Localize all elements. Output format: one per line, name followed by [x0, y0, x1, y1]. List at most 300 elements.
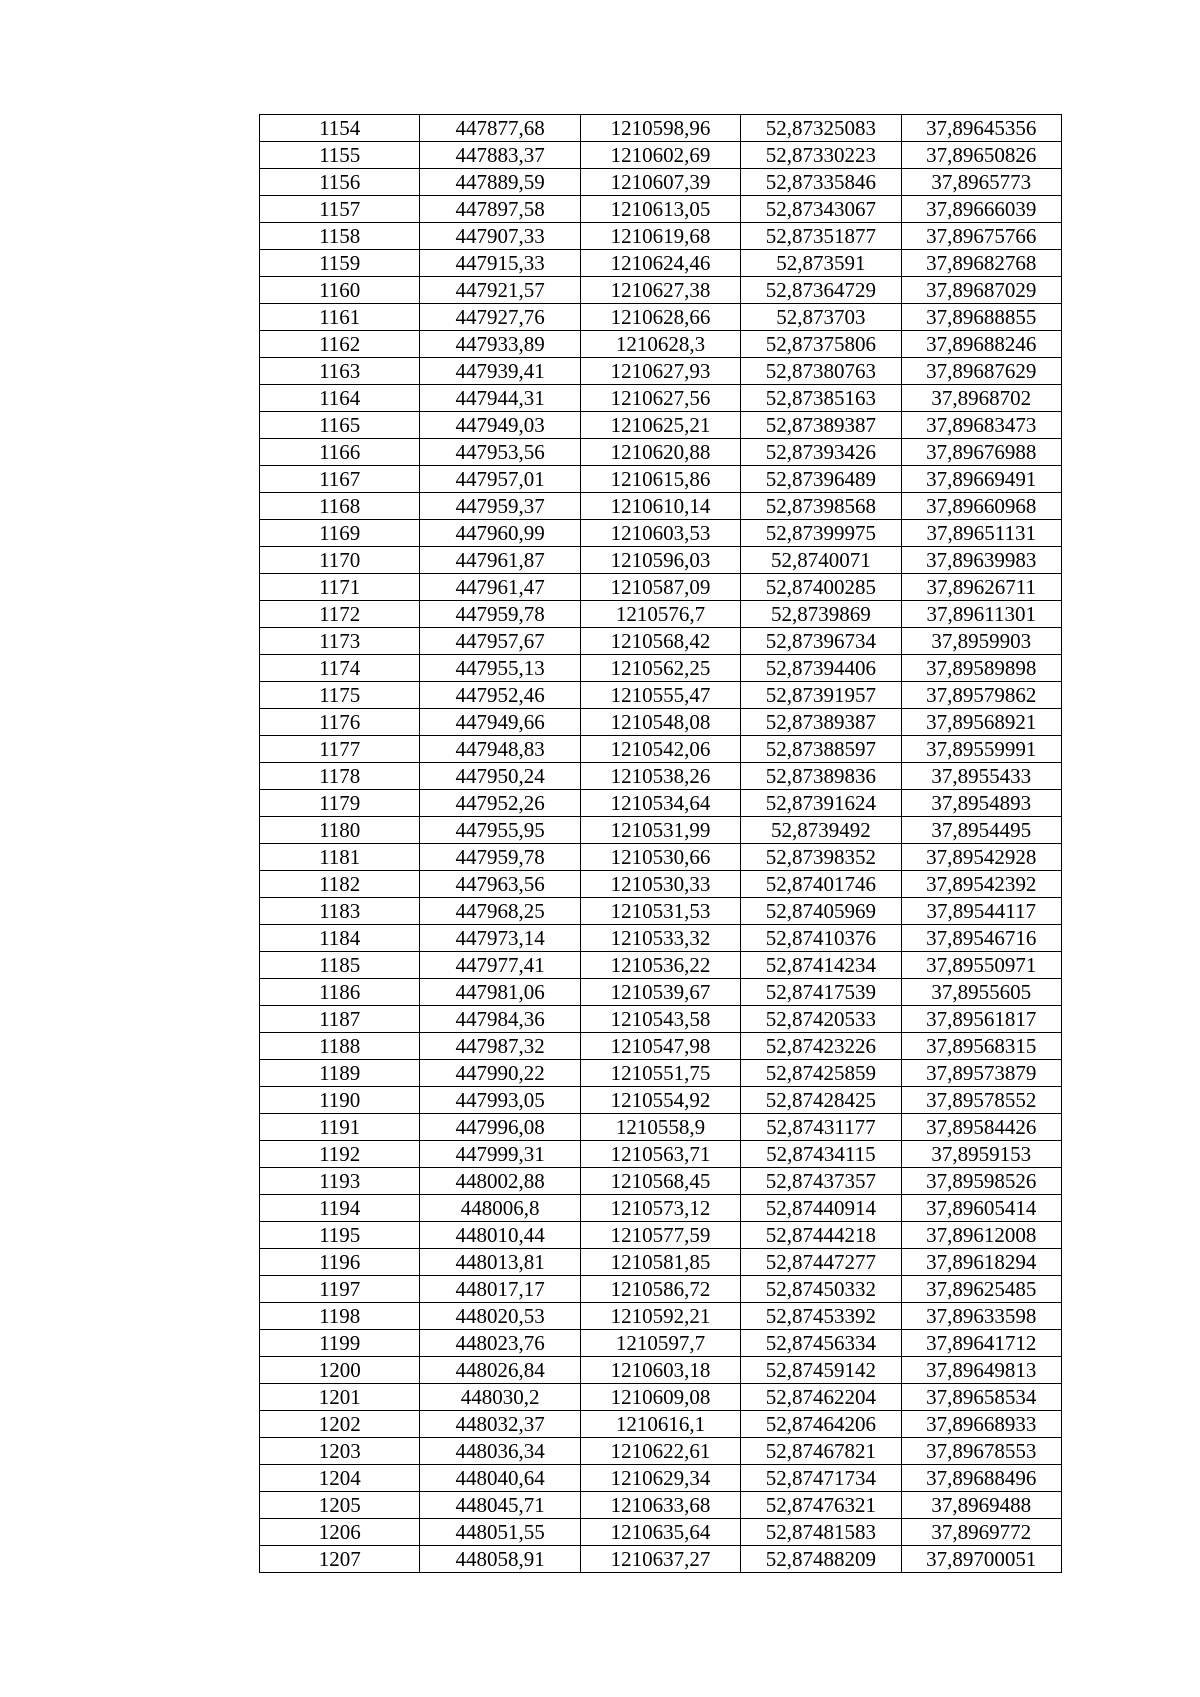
- table-row: [260, 1438, 1062, 1465]
- table-row: [260, 304, 1062, 331]
- table-row: [260, 952, 1062, 979]
- table-row: [260, 1330, 1062, 1357]
- y-coordinate-cell: 1210637,27: [580, 1546, 740, 1573]
- latitude-cell: 52,87476321: [741, 1492, 901, 1519]
- longitude-cell: 37,89645356: [901, 115, 1061, 142]
- point-number-cell: 1165: [260, 412, 420, 439]
- point-number-cell: 1202: [260, 1411, 420, 1438]
- y-coordinate-cell: 1210592,21: [580, 1303, 740, 1330]
- y-coordinate-cell: 1210538,26: [580, 763, 740, 790]
- point-number-cell: 1177: [260, 736, 420, 763]
- longitude-cell: 37,89626711: [901, 574, 1061, 601]
- latitude-cell: 52,87394406: [741, 655, 901, 682]
- point-number-cell: 1160: [260, 277, 420, 304]
- y-coordinate-cell: 1210613,05: [580, 196, 740, 223]
- point-number-cell: 1173: [260, 628, 420, 655]
- latitude-cell: 52,87388597: [741, 736, 901, 763]
- latitude-cell: 52,87420533: [741, 1006, 901, 1033]
- y-coordinate-cell: 1210551,75: [580, 1060, 740, 1087]
- table-row: [260, 817, 1062, 844]
- y-coordinate-cell: 1210542,06: [580, 736, 740, 763]
- y-coordinate-cell: 1210568,42: [580, 628, 740, 655]
- x-coordinate-cell: 447955,13: [420, 655, 580, 682]
- x-coordinate-cell: 447987,32: [420, 1033, 580, 1060]
- point-number-cell: 1158: [260, 223, 420, 250]
- point-number-cell: 1170: [260, 547, 420, 574]
- x-coordinate-cell: 447968,25: [420, 898, 580, 925]
- longitude-cell: 37,89687029: [901, 277, 1061, 304]
- x-coordinate-cell: 447955,95: [420, 817, 580, 844]
- latitude-cell: 52,87325083: [741, 115, 901, 142]
- x-coordinate-cell: 448051,55: [420, 1519, 580, 1546]
- y-coordinate-cell: 1210539,67: [580, 979, 740, 1006]
- x-coordinate-cell: 447949,66: [420, 709, 580, 736]
- point-number-cell: 1187: [260, 1006, 420, 1033]
- table-row: [260, 709, 1062, 736]
- x-coordinate-cell: 447907,33: [420, 223, 580, 250]
- latitude-cell: 52,87330223: [741, 142, 901, 169]
- latitude-cell: 52,87389387: [741, 709, 901, 736]
- y-coordinate-cell: 1210543,58: [580, 1006, 740, 1033]
- y-coordinate-cell: 1210627,38: [580, 277, 740, 304]
- x-coordinate-cell: 447961,87: [420, 547, 580, 574]
- table-row: [260, 277, 1062, 304]
- y-coordinate-cell: 1210555,47: [580, 682, 740, 709]
- point-number-cell: 1201: [260, 1384, 420, 1411]
- point-number-cell: 1194: [260, 1195, 420, 1222]
- longitude-cell: 37,89678553: [901, 1438, 1061, 1465]
- point-number-cell: 1172: [260, 601, 420, 628]
- y-coordinate-cell: 1210603,53: [580, 520, 740, 547]
- y-coordinate-cell: 1210610,14: [580, 493, 740, 520]
- latitude-cell: 52,873703: [741, 304, 901, 331]
- latitude-cell: 52,87410376: [741, 925, 901, 952]
- x-coordinate-cell: 447993,05: [420, 1087, 580, 1114]
- x-coordinate-cell: 448058,91: [420, 1546, 580, 1573]
- x-coordinate-cell: 448017,17: [420, 1276, 580, 1303]
- table-row: [260, 1411, 1062, 1438]
- point-number-cell: 1155: [260, 142, 420, 169]
- point-number-cell: 1171: [260, 574, 420, 601]
- latitude-cell: 52,87375806: [741, 331, 901, 358]
- longitude-cell: 37,89584426: [901, 1114, 1061, 1141]
- latitude-cell: 52,87450332: [741, 1276, 901, 1303]
- longitude-cell: 37,8965773: [901, 169, 1061, 196]
- x-coordinate-cell: 447973,14: [420, 925, 580, 952]
- latitude-cell: 52,87444218: [741, 1222, 901, 1249]
- y-coordinate-cell: 1210598,96: [580, 115, 740, 142]
- x-coordinate-cell: 447877,68: [420, 115, 580, 142]
- table-row: [260, 1195, 1062, 1222]
- table-row: [260, 655, 1062, 682]
- latitude-cell: 52,87398352: [741, 844, 901, 871]
- longitude-cell: 37,89598526: [901, 1168, 1061, 1195]
- point-number-cell: 1157: [260, 196, 420, 223]
- table-row: [260, 898, 1062, 925]
- point-number-cell: 1196: [260, 1249, 420, 1276]
- latitude-cell: 52,87481583: [741, 1519, 901, 1546]
- longitude-cell: 37,89579862: [901, 682, 1061, 709]
- y-coordinate-cell: 1210615,86: [580, 466, 740, 493]
- x-coordinate-cell: 448032,37: [420, 1411, 580, 1438]
- x-coordinate-cell: 447963,56: [420, 871, 580, 898]
- longitude-cell: 37,89675766: [901, 223, 1061, 250]
- y-coordinate-cell: 1210568,45: [580, 1168, 740, 1195]
- latitude-cell: 52,87437357: [741, 1168, 901, 1195]
- point-number-cell: 1168: [260, 493, 420, 520]
- point-number-cell: 1190: [260, 1087, 420, 1114]
- point-number-cell: 1207: [260, 1546, 420, 1573]
- x-coordinate-cell: 447990,22: [420, 1060, 580, 1087]
- longitude-cell: 37,8955433: [901, 763, 1061, 790]
- latitude-cell: 52,87385163: [741, 385, 901, 412]
- longitude-cell: 37,89666039: [901, 196, 1061, 223]
- y-coordinate-cell: 1210602,69: [580, 142, 740, 169]
- x-coordinate-cell: 447889,59: [420, 169, 580, 196]
- x-coordinate-cell: 448020,53: [420, 1303, 580, 1330]
- longitude-cell: 37,89611301: [901, 601, 1061, 628]
- y-coordinate-cell: 1210596,03: [580, 547, 740, 574]
- table-row: [260, 466, 1062, 493]
- longitude-cell: 37,89578552: [901, 1087, 1061, 1114]
- y-coordinate-cell: 1210622,61: [580, 1438, 740, 1465]
- point-number-cell: 1185: [260, 952, 420, 979]
- latitude-cell: 52,87389836: [741, 763, 901, 790]
- longitude-cell: 37,89688855: [901, 304, 1061, 331]
- table-row: [260, 547, 1062, 574]
- point-number-cell: 1159: [260, 250, 420, 277]
- longitude-cell: 37,89559991: [901, 736, 1061, 763]
- x-coordinate-cell: 447960,99: [420, 520, 580, 547]
- table-row: [260, 628, 1062, 655]
- y-coordinate-cell: 1210607,39: [580, 169, 740, 196]
- table-row: [260, 574, 1062, 601]
- table-row: [260, 871, 1062, 898]
- longitude-cell: 37,8968702: [901, 385, 1061, 412]
- y-coordinate-cell: 1210603,18: [580, 1357, 740, 1384]
- x-coordinate-cell: 447959,78: [420, 844, 580, 871]
- latitude-cell: 52,87456334: [741, 1330, 901, 1357]
- latitude-cell: 52,87434115: [741, 1141, 901, 1168]
- longitude-cell: 37,8969488: [901, 1492, 1061, 1519]
- longitude-cell: 37,89550971: [901, 952, 1061, 979]
- table-row: [260, 439, 1062, 466]
- table-row: [260, 1546, 1062, 1573]
- x-coordinate-cell: 448002,88: [420, 1168, 580, 1195]
- latitude-cell: 52,87467821: [741, 1438, 901, 1465]
- y-coordinate-cell: 1210562,25: [580, 655, 740, 682]
- table-row: [260, 169, 1062, 196]
- x-coordinate-cell: 447984,36: [420, 1006, 580, 1033]
- y-coordinate-cell: 1210620,88: [580, 439, 740, 466]
- table-row: [260, 1222, 1062, 1249]
- point-number-cell: 1191: [260, 1114, 420, 1141]
- longitude-cell: 37,8955605: [901, 979, 1061, 1006]
- latitude-cell: 52,87459142: [741, 1357, 901, 1384]
- x-coordinate-cell: 447883,37: [420, 142, 580, 169]
- table-row: [260, 682, 1062, 709]
- latitude-cell: 52,8740071: [741, 547, 901, 574]
- longitude-cell: 37,89542392: [901, 871, 1061, 898]
- point-number-cell: 1176: [260, 709, 420, 736]
- x-coordinate-cell: 448030,2: [420, 1384, 580, 1411]
- y-coordinate-cell: 1210536,22: [580, 952, 740, 979]
- latitude-cell: 52,87391624: [741, 790, 901, 817]
- latitude-cell: 52,87464206: [741, 1411, 901, 1438]
- latitude-cell: 52,87431177: [741, 1114, 901, 1141]
- x-coordinate-cell: 448026,84: [420, 1357, 580, 1384]
- table-row: [260, 1060, 1062, 1087]
- point-number-cell: 1192: [260, 1141, 420, 1168]
- y-coordinate-cell: 1210530,66: [580, 844, 740, 871]
- longitude-cell: 37,89618294: [901, 1249, 1061, 1276]
- point-number-cell: 1169: [260, 520, 420, 547]
- y-coordinate-cell: 1210609,08: [580, 1384, 740, 1411]
- latitude-cell: 52,87417539: [741, 979, 901, 1006]
- longitude-cell: 37,89546716: [901, 925, 1061, 952]
- latitude-cell: 52,87380763: [741, 358, 901, 385]
- point-number-cell: 1163: [260, 358, 420, 385]
- table-row: [260, 736, 1062, 763]
- point-number-cell: 1205: [260, 1492, 420, 1519]
- table-row: [260, 1384, 1062, 1411]
- longitude-cell: 37,89688246: [901, 331, 1061, 358]
- y-coordinate-cell: 1210554,92: [580, 1087, 740, 1114]
- longitude-cell: 37,89641712: [901, 1330, 1061, 1357]
- point-number-cell: 1195: [260, 1222, 420, 1249]
- point-number-cell: 1186: [260, 979, 420, 1006]
- y-coordinate-cell: 1210548,08: [580, 709, 740, 736]
- y-coordinate-cell: 1210581,85: [580, 1249, 740, 1276]
- latitude-cell: 52,87335846: [741, 169, 901, 196]
- latitude-cell: 52,87462204: [741, 1384, 901, 1411]
- longitude-cell: 37,89683473: [901, 412, 1061, 439]
- table-row: [260, 412, 1062, 439]
- y-coordinate-cell: 1210558,9: [580, 1114, 740, 1141]
- y-coordinate-cell: 1210635,64: [580, 1519, 740, 1546]
- x-coordinate-cell: 447959,78: [420, 601, 580, 628]
- x-coordinate-cell: 447981,06: [420, 979, 580, 1006]
- latitude-cell: 52,87396489: [741, 466, 901, 493]
- longitude-cell: 37,89660968: [901, 493, 1061, 520]
- latitude-cell: 52,87401746: [741, 871, 901, 898]
- table-row: [260, 196, 1062, 223]
- x-coordinate-cell: 447933,89: [420, 331, 580, 358]
- y-coordinate-cell: 1210576,7: [580, 601, 740, 628]
- y-coordinate-cell: 1210530,33: [580, 871, 740, 898]
- latitude-cell: 52,87343067: [741, 196, 901, 223]
- table-row: [260, 1303, 1062, 1330]
- table-row: [260, 1114, 1062, 1141]
- y-coordinate-cell: 1210625,21: [580, 412, 740, 439]
- x-coordinate-cell: 447952,26: [420, 790, 580, 817]
- x-coordinate-cell: 448010,44: [420, 1222, 580, 1249]
- latitude-cell: 52,87425859: [741, 1060, 901, 1087]
- latitude-cell: 52,87399975: [741, 520, 901, 547]
- longitude-cell: 37,89625485: [901, 1276, 1061, 1303]
- x-coordinate-cell: 447996,08: [420, 1114, 580, 1141]
- longitude-cell: 37,89676988: [901, 439, 1061, 466]
- point-number-cell: 1204: [260, 1465, 420, 1492]
- longitude-cell: 37,89544117: [901, 898, 1061, 925]
- longitude-cell: 37,8954495: [901, 817, 1061, 844]
- latitude-cell: 52,873591: [741, 250, 901, 277]
- y-coordinate-cell: 1210628,3: [580, 331, 740, 358]
- latitude-cell: 52,87398568: [741, 493, 901, 520]
- x-coordinate-cell: 447959,37: [420, 493, 580, 520]
- table-row: [260, 358, 1062, 385]
- latitude-cell: 52,87471734: [741, 1465, 901, 1492]
- x-coordinate-cell: 447957,01: [420, 466, 580, 493]
- table-row: [260, 1465, 1062, 1492]
- point-number-cell: 1161: [260, 304, 420, 331]
- point-number-cell: 1174: [260, 655, 420, 682]
- coordinates-table-body: [260, 115, 1062, 1573]
- point-number-cell: 1183: [260, 898, 420, 925]
- longitude-cell: 37,89542928: [901, 844, 1061, 871]
- point-number-cell: 1179: [260, 790, 420, 817]
- table-row: [260, 790, 1062, 817]
- longitude-cell: 37,89687629: [901, 358, 1061, 385]
- x-coordinate-cell: 448006,8: [420, 1195, 580, 1222]
- point-number-cell: 1178: [260, 763, 420, 790]
- point-number-cell: 1156: [260, 169, 420, 196]
- longitude-cell: 37,89568921: [901, 709, 1061, 736]
- x-coordinate-cell: 447957,67: [420, 628, 580, 655]
- point-number-cell: 1203: [260, 1438, 420, 1465]
- point-number-cell: 1198: [260, 1303, 420, 1330]
- y-coordinate-cell: 1210616,1: [580, 1411, 740, 1438]
- x-coordinate-cell: 447953,56: [420, 439, 580, 466]
- longitude-cell: 37,89688496: [901, 1465, 1061, 1492]
- point-number-cell: 1188: [260, 1033, 420, 1060]
- y-coordinate-cell: 1210627,56: [580, 385, 740, 412]
- table-row: [260, 223, 1062, 250]
- x-coordinate-cell: 448036,34: [420, 1438, 580, 1465]
- y-coordinate-cell: 1210628,66: [580, 304, 740, 331]
- y-coordinate-cell: 1210633,68: [580, 1492, 740, 1519]
- point-number-cell: 1200: [260, 1357, 420, 1384]
- y-coordinate-cell: 1210587,09: [580, 574, 740, 601]
- point-number-cell: 1166: [260, 439, 420, 466]
- x-coordinate-cell: 447950,24: [420, 763, 580, 790]
- y-coordinate-cell: 1210534,64: [580, 790, 740, 817]
- longitude-cell: 37,8959153: [901, 1141, 1061, 1168]
- longitude-cell: 37,89573879: [901, 1060, 1061, 1087]
- table-row: [260, 331, 1062, 358]
- latitude-cell: 52,87447277: [741, 1249, 901, 1276]
- latitude-cell: 52,8739492: [741, 817, 901, 844]
- table-row: [260, 493, 1062, 520]
- longitude-cell: 37,89669491: [901, 466, 1061, 493]
- x-coordinate-cell: 447948,83: [420, 736, 580, 763]
- y-coordinate-cell: 1210577,59: [580, 1222, 740, 1249]
- x-coordinate-cell: 447949,03: [420, 412, 580, 439]
- longitude-cell: 37,89682768: [901, 250, 1061, 277]
- table-row: [260, 1519, 1062, 1546]
- table-row: [260, 1141, 1062, 1168]
- latitude-cell: 52,87389387: [741, 412, 901, 439]
- longitude-cell: 37,89605414: [901, 1195, 1061, 1222]
- point-number-cell: 1193: [260, 1168, 420, 1195]
- point-number-cell: 1180: [260, 817, 420, 844]
- y-coordinate-cell: 1210531,53: [580, 898, 740, 925]
- latitude-cell: 52,87364729: [741, 277, 901, 304]
- longitude-cell: 37,89658534: [901, 1384, 1061, 1411]
- y-coordinate-cell: 1210597,7: [580, 1330, 740, 1357]
- point-number-cell: 1162: [260, 331, 420, 358]
- point-number-cell: 1206: [260, 1519, 420, 1546]
- latitude-cell: 52,87414234: [741, 952, 901, 979]
- y-coordinate-cell: 1210629,34: [580, 1465, 740, 1492]
- longitude-cell: 37,89639983: [901, 547, 1061, 574]
- table-row: [260, 979, 1062, 1006]
- longitude-cell: 37,89568315: [901, 1033, 1061, 1060]
- x-coordinate-cell: 447897,58: [420, 196, 580, 223]
- table-row: [260, 385, 1062, 412]
- y-coordinate-cell: 1210586,72: [580, 1276, 740, 1303]
- x-coordinate-cell: 448023,76: [420, 1330, 580, 1357]
- x-coordinate-cell: 447939,41: [420, 358, 580, 385]
- longitude-cell: 37,89700051: [901, 1546, 1061, 1573]
- table-row: [260, 844, 1062, 871]
- x-coordinate-cell: 448045,71: [420, 1492, 580, 1519]
- point-number-cell: 1167: [260, 466, 420, 493]
- longitude-cell: 37,89561817: [901, 1006, 1061, 1033]
- table-row: [260, 250, 1062, 277]
- table-row: [260, 1006, 1062, 1033]
- y-coordinate-cell: 1210624,46: [580, 250, 740, 277]
- longitude-cell: 37,89649813: [901, 1357, 1061, 1384]
- longitude-cell: 37,89650826: [901, 142, 1061, 169]
- x-coordinate-cell: 447921,57: [420, 277, 580, 304]
- longitude-cell: 37,8969772: [901, 1519, 1061, 1546]
- x-coordinate-cell: 447999,31: [420, 1141, 580, 1168]
- table-row: [260, 520, 1062, 547]
- x-coordinate-cell: 447944,31: [420, 385, 580, 412]
- table-row: [260, 1492, 1062, 1519]
- latitude-cell: 52,87393426: [741, 439, 901, 466]
- table-row: [260, 601, 1062, 628]
- latitude-cell: 52,87428425: [741, 1087, 901, 1114]
- table-row: [260, 1276, 1062, 1303]
- latitude-cell: 52,87400285: [741, 574, 901, 601]
- y-coordinate-cell: 1210547,98: [580, 1033, 740, 1060]
- longitude-cell: 37,8954893: [901, 790, 1061, 817]
- x-coordinate-cell: 448040,64: [420, 1465, 580, 1492]
- y-coordinate-cell: 1210533,32: [580, 925, 740, 952]
- x-coordinate-cell: 447927,76: [420, 304, 580, 331]
- longitude-cell: 37,89668933: [901, 1411, 1061, 1438]
- latitude-cell: 52,87391957: [741, 682, 901, 709]
- x-coordinate-cell: 448013,81: [420, 1249, 580, 1276]
- point-number-cell: 1197: [260, 1276, 420, 1303]
- table-row: [260, 763, 1062, 790]
- table-row: [260, 1087, 1062, 1114]
- table-row: [260, 115, 1062, 142]
- y-coordinate-cell: 1210531,99: [580, 817, 740, 844]
- point-number-cell: 1154: [260, 115, 420, 142]
- point-number-cell: 1181: [260, 844, 420, 871]
- point-number-cell: 1184: [260, 925, 420, 952]
- y-coordinate-cell: 1210627,93: [580, 358, 740, 385]
- latitude-cell: 52,87396734: [741, 628, 901, 655]
- y-coordinate-cell: 1210563,71: [580, 1141, 740, 1168]
- table-row: [260, 1357, 1062, 1384]
- table-row: [260, 1033, 1062, 1060]
- x-coordinate-cell: 447952,46: [420, 682, 580, 709]
- latitude-cell: 52,87440914: [741, 1195, 901, 1222]
